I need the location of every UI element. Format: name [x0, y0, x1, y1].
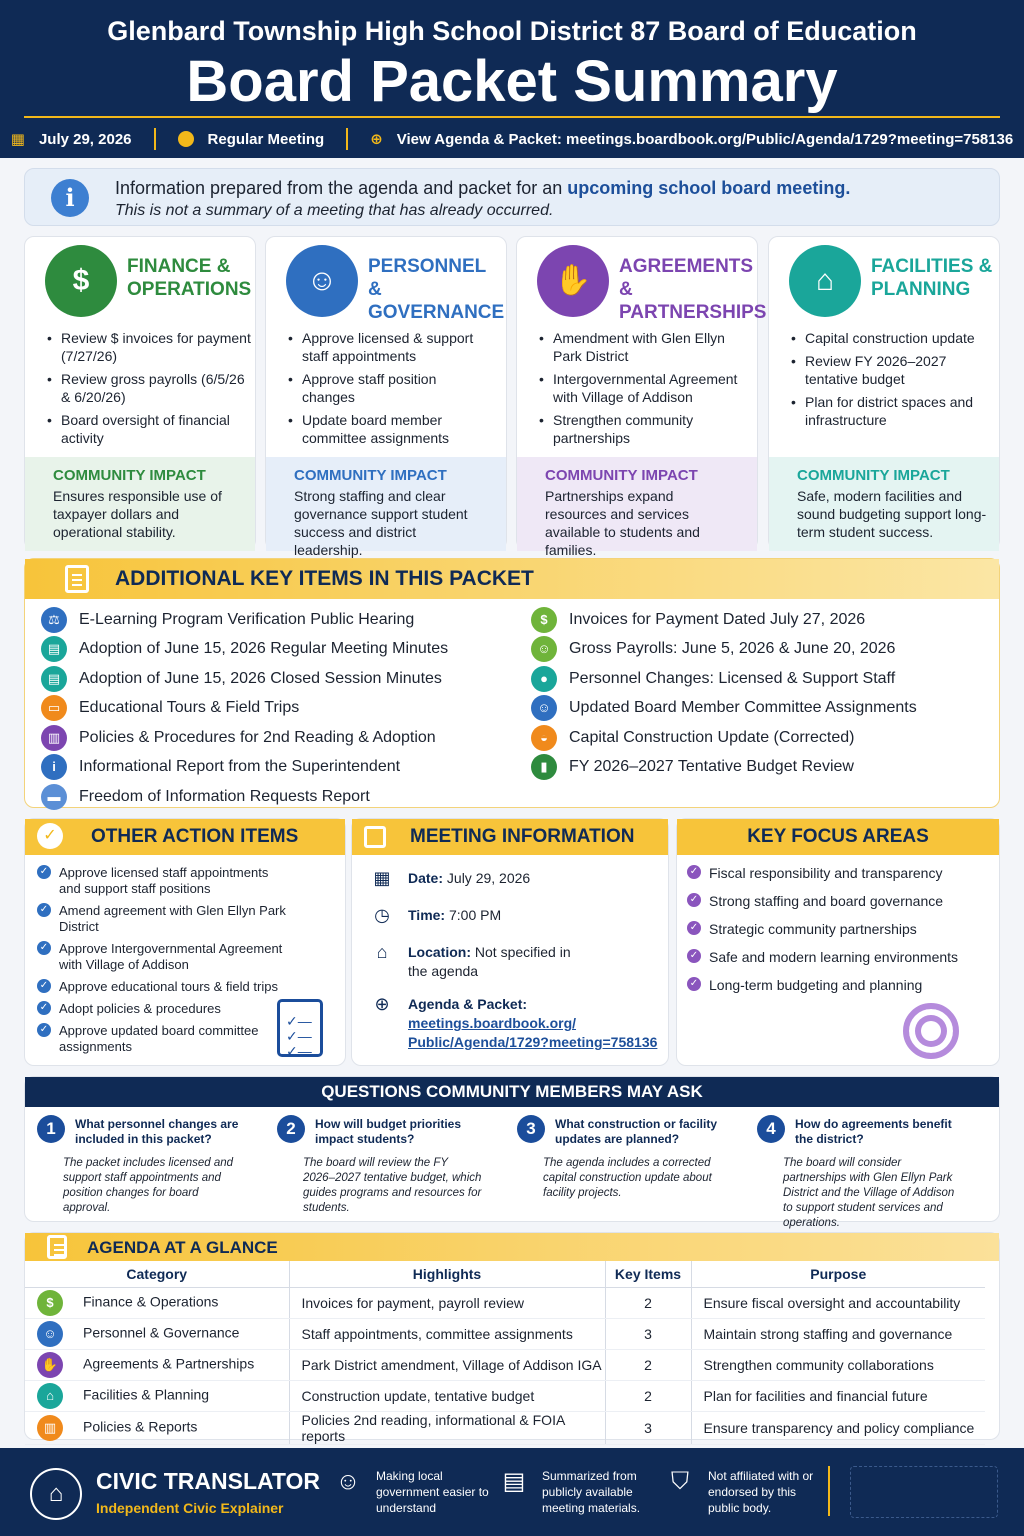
calendar-icon — [364, 826, 386, 848]
impact-text: Strong staffing and clear governance support student success and district leadership. — [294, 488, 468, 558]
answer-text: The board will consider partnerships with Glen Ellyn Park District and the Village of Addison to support student services and operations. — [783, 1157, 955, 1229]
answer-text: The packet includes licensed and support staff appointments and position changes for board approval. — [63, 1157, 234, 1214]
clipboard-icon — [65, 565, 89, 593]
agenda-purpose: Strengthen community collaborations — [691, 1349, 985, 1380]
agenda-highlights: Invoices for payment, payroll review — [289, 1287, 605, 1318]
impact-heading: COMMUNITY IMPACT — [797, 467, 950, 484]
key-item-label: Updated Board Member Committee Assignments — [569, 699, 917, 717]
document-icon: ▤ — [502, 1468, 526, 1495]
category-item: • Review $ invoices for payment (7/27/26) — [45, 329, 251, 365]
meta-separator — [346, 128, 348, 150]
agenda-purpose: Plan for facilities and financial future — [691, 1380, 985, 1411]
agenda-table-body — [25, 1287, 985, 1444]
category-item-list — [286, 329, 492, 452]
book-icon: ▥ — [37, 1415, 63, 1441]
category-item: • Capital construction update — [789, 329, 995, 347]
other-action-items-panel — [24, 818, 346, 1066]
key-item-label: Informational Report from the Superintendent — [79, 758, 401, 776]
impact-text: Partnerships expand resources and services available to students and families. — [545, 488, 700, 558]
key-item-label: FY 2026–2027 Tentative Budget Review — [569, 758, 854, 776]
category-title: FINANCE & OPERATIONS — [127, 256, 252, 300]
date-label: Date: — [408, 870, 444, 886]
people-icon: ☺ — [335, 1468, 361, 1495]
key-item — [531, 694, 991, 724]
agenda-highlights: Policies 2nd reading, informational & FOIA reports — [289, 1411, 605, 1444]
footer-brand: CIVIC TRANSLATOR — [96, 1468, 321, 1494]
target-icon — [903, 1003, 959, 1059]
key-item — [41, 605, 501, 635]
key-item — [41, 753, 501, 783]
agenda-row — [25, 1380, 985, 1411]
packet-link[interactable]: meetings.boardbook.org/ Public/Agenda/1729?meeting=758136 — [408, 1015, 658, 1050]
district-name: Glenbard Township High School District 87 Board of Education — [107, 16, 917, 46]
agenda-row — [25, 1411, 985, 1444]
meeting-meta-bar — [0, 128, 1024, 150]
category-card — [768, 236, 1000, 550]
agenda-key-items: 2 — [605, 1349, 691, 1380]
people-icon: ☺ — [531, 636, 557, 662]
footer — [0, 1448, 1024, 1536]
school-building-icon: ⌂ — [789, 245, 861, 317]
category-item: • Approve staff position changes — [286, 370, 492, 406]
key-item — [41, 694, 501, 724]
key-item-label: E-Learning Program Verification Public Hearing — [79, 610, 415, 628]
clock-icon: ◷ — [374, 905, 390, 925]
category-card — [24, 236, 256, 550]
location-label: Location: — [408, 944, 471, 960]
question-number: 4 — [757, 1115, 785, 1143]
document-icon: ▤ — [41, 636, 67, 662]
footer-col-2-text: Summarized from publicly available meeting materials. — [542, 1469, 641, 1515]
action-item: ✓ Approve Intergovernmental Agreement with Village of Addison — [37, 941, 287, 973]
category-title: AGREEMENTS & PARTNERSHIPS — [619, 256, 767, 323]
handshake-icon: ✋ — [537, 245, 609, 317]
agenda-link[interactable]: View Agenda & Packet: meetings.boardbook.org/Public/Agenda/1729?meeting=758136 — [396, 130, 1014, 148]
key-item-label: Gross Payrolls: June 5, 2026 & June 20, 2026 — [569, 640, 896, 658]
focus-areas-panel — [676, 818, 1000, 1066]
dollar-icon: $ — [37, 1290, 63, 1316]
bus-icon: ▭ — [41, 695, 67, 721]
community-impact — [769, 457, 999, 551]
focus-item: ✓ Safe and modern learning environments — [687, 949, 987, 965]
impact-heading: COMMUNITY IMPACT — [545, 467, 698, 484]
agenda-highlights: Staff appointments, committee assignments — [289, 1318, 605, 1349]
agenda-column-header: Highlights — [289, 1261, 605, 1287]
action-items-list — [37, 865, 287, 1061]
agenda-key-items: 2 — [605, 1287, 691, 1318]
key-item-label: Freedom of Information Requests Report — [79, 787, 370, 805]
agenda-category: Personnel & Governance — [83, 1324, 240, 1341]
category-item: • Review gross payrolls (6/5/26 & 6/20/26) — [45, 370, 251, 406]
globe-icon: ⊕ — [370, 131, 383, 148]
impact-heading: COMMUNITY IMPACT — [53, 467, 206, 484]
agenda-category-cell — [25, 1411, 289, 1444]
question-number: 3 — [517, 1115, 545, 1143]
notice-line-2: This is not a summary of a meeting that has already occurred. — [115, 202, 554, 219]
key-item — [531, 605, 991, 635]
agenda-row — [25, 1318, 985, 1349]
action-item: ✓ Approve updated board committee assignments — [37, 1023, 287, 1055]
focus-item: ✓ Strategic community partnerships — [687, 921, 987, 937]
community-impact — [266, 457, 506, 558]
header — [0, 0, 1024, 158]
info-icon: i — [51, 179, 89, 217]
category-item: • Intergovernmental Agreement with Village of Addison — [537, 370, 743, 406]
action-item: ✓ Approve licensed staff appointments and support staff positions — [37, 865, 287, 897]
question-text: What personnel changes are included in this packet? — [75, 1117, 239, 1146]
meeting-type: Regular Meeting — [207, 130, 325, 148]
agenda-purpose: Maintain strong staffing and governance — [691, 1318, 985, 1349]
questions-title: QUESTIONS COMMUNITY MEMBERS MAY ASK — [25, 1077, 999, 1107]
key-item-label: Adoption of June 15, 2026 Closed Session Minutes — [79, 669, 442, 687]
check-badge-icon: ✓ — [37, 823, 63, 849]
category-item-list — [537, 329, 743, 452]
footer-col-1-text: Making local government easier to understand — [376, 1469, 489, 1515]
focus-areas-header: KEY FOCUS AREAS — [677, 819, 999, 855]
question-number: 1 — [37, 1115, 65, 1143]
agenda-key-items: 2 — [605, 1380, 691, 1411]
category-item: • Update board member committee assignments — [286, 411, 492, 447]
agenda-category-cell — [25, 1380, 289, 1411]
key-item — [41, 635, 501, 665]
book-icon: ▥ — [41, 725, 67, 751]
scales-icon: ⚖ — [41, 607, 67, 633]
category-card — [516, 236, 767, 558]
community-impact — [25, 457, 255, 551]
focus-areas-list — [687, 865, 987, 1005]
question-text: How will budget priorities impact students? — [315, 1117, 462, 1146]
category-item: • Approve licensed & support staff appointments — [286, 329, 492, 365]
dollar-icon: $ — [531, 607, 557, 633]
key-items-header — [25, 559, 999, 599]
people-icon: ☺ — [37, 1321, 63, 1347]
focus-item: ✓ Strong staffing and board governance — [687, 893, 987, 909]
key-item — [41, 782, 501, 812]
category-item: • Plan for district spaces and infrastructure — [789, 393, 995, 429]
bar-chart-icon: ▮ — [531, 754, 557, 780]
date-value: July 29, 2026 — [446, 870, 531, 886]
key-item — [41, 723, 501, 753]
key-item — [531, 723, 991, 753]
notice-banner — [24, 168, 1000, 226]
question-text: What construction or facility updates are planned? — [555, 1117, 718, 1146]
footer-divider — [828, 1466, 830, 1516]
key-item-label: Capital Construction Update (Corrected) — [569, 728, 855, 746]
building-icon: ⌂ — [376, 942, 388, 962]
agenda-row — [25, 1287, 985, 1318]
key-items-title: ADDITIONAL KEY ITEMS IN THIS PACKET — [115, 567, 534, 590]
calendar-icon: ▦ — [373, 868, 391, 888]
page-title: Board Packet Summary — [186, 49, 838, 114]
footer-placeholder-box — [850, 1466, 998, 1518]
notice-text: Information prepared from the agenda and packet for an — [115, 178, 568, 198]
handshake-icon: ✋ — [37, 1352, 63, 1378]
agenda-category: Policies & Reports — [83, 1418, 198, 1435]
action-item: ✓ Amend agreement with Glen Ellyn Park District — [37, 903, 287, 935]
agenda-key-items: 3 — [605, 1411, 691, 1444]
info-icon: i — [41, 754, 67, 780]
globe-icon: ⊕ — [374, 994, 390, 1014]
action-item: ✓ Approve educational tours & field trips — [37, 979, 287, 995]
answer-text: The board will review the FY 2026–2027 tentative budget, which guides programs and resources for students. — [303, 1157, 482, 1214]
key-item-label: Policies & Procedures for 2nd Reading & Adoption — [79, 728, 436, 746]
agenda-title: AGENDA AT A GLANCE — [87, 1238, 278, 1257]
questions-panel — [24, 1076, 1000, 1229]
category-card — [265, 236, 507, 558]
agenda-category-cell — [25, 1349, 289, 1380]
agenda-category: Finance & Operations — [83, 1293, 219, 1310]
key-item-label: Invoices for Payment Dated July 27, 2026 — [569, 610, 866, 628]
notice-highlight: upcoming school board meeting. — [567, 178, 851, 198]
other-action-items-title: OTHER ACTION ITEMS — [91, 826, 299, 847]
notice-line-1 — [115, 178, 850, 199]
key-items-right — [531, 605, 991, 782]
key-item — [531, 635, 991, 665]
category-title: PERSONNEL & GOVERNANCE — [368, 256, 505, 323]
agenda-panel — [24, 1232, 1000, 1444]
key-items-panel — [24, 558, 1000, 808]
key-item — [531, 664, 991, 694]
footer-tagline: Independent Civic Explainer — [96, 1500, 284, 1516]
agenda-highlights: Park District amendment, Village of Addison IGA — [289, 1349, 605, 1380]
community-impact — [517, 457, 757, 558]
people-icon: ☺ — [286, 245, 358, 317]
category-item: • Strengthen community partnerships — [537, 411, 743, 447]
time-value: 7:00 PM — [448, 907, 502, 923]
clipboard-icon — [47, 1235, 67, 1259]
meeting-date: July 29, 2026 — [38, 130, 132, 148]
category-item: • Review FY 2026–2027 tentative budget — [789, 352, 995, 388]
impact-heading: COMMUNITY IMPACT — [294, 467, 447, 484]
hardhat-icon: ◒ — [531, 725, 557, 751]
question-number: 2 — [277, 1115, 305, 1143]
key-items-left — [41, 605, 501, 812]
agenda-category: Agreements & Partnerships — [83, 1355, 255, 1372]
focus-item: ✓ Fiscal responsibility and transparency — [687, 865, 987, 881]
person-icon: ● — [531, 666, 557, 692]
focus-item: ✓ Long-term budgeting and planning — [687, 977, 987, 993]
key-item — [531, 753, 991, 783]
category-title: FACILITIES & PLANNING — [871, 256, 993, 300]
agenda-purpose: Ensure fiscal oversight and accountability — [691, 1287, 985, 1318]
impact-text: Safe, modern facilities and sound budgeting support long-term student success. — [797, 488, 987, 540]
capitol-logo-icon: ⌂ — [30, 1468, 82, 1520]
packet-label: Agenda & Packet: — [408, 996, 528, 1012]
document-icon: ▤ — [41, 666, 67, 692]
agenda-category-cell — [25, 1287, 289, 1318]
impact-text: Ensures responsible use of taxpayer dollars and operational stability. — [53, 488, 222, 540]
agenda-highlights: Construction update, tentative budget — [289, 1380, 605, 1411]
agenda-table — [25, 1261, 985, 1445]
category-item-list — [45, 329, 251, 452]
meeting-info-panel — [351, 818, 669, 1066]
meeting-info-title: MEETING INFORMATION — [410, 826, 635, 847]
header-divider — [24, 116, 1000, 118]
category-item: • Board oversight of financial activity — [45, 411, 251, 447]
school-building-icon: ⌂ — [37, 1383, 63, 1409]
category-item: • Amendment with Glen Ellyn Park District — [537, 329, 743, 365]
key-item-label: Adoption of June 15, 2026 Regular Meeting Minutes — [79, 640, 449, 658]
agenda-column-header: Purpose — [691, 1261, 985, 1287]
meeting-type-icon — [178, 131, 194, 147]
shield-check-icon: ⛉ — [671, 1468, 689, 1495]
agenda-column-header: Key Items — [605, 1261, 691, 1287]
key-item — [41, 664, 501, 694]
agenda-table-header — [25, 1261, 985, 1287]
agenda-column-header: Category — [25, 1261, 289, 1287]
agenda-category-cell — [25, 1318, 289, 1349]
other-action-items-header — [25, 819, 345, 855]
key-item-label: Personnel Changes: Licensed & Support Staff — [569, 669, 896, 687]
meta-separator — [154, 128, 156, 150]
time-label: Time: — [408, 907, 446, 923]
category-item-list — [789, 329, 995, 434]
agenda-header — [25, 1233, 999, 1261]
action-item: ✓ Adopt policies & procedures — [37, 1001, 287, 1017]
agenda-key-items: 3 — [605, 1318, 691, 1349]
question-text: How do agreements benefit the district? — [795, 1117, 952, 1146]
calendar-icon: ▦ — [10, 131, 25, 148]
agenda-category: Facilities & Planning — [83, 1386, 210, 1403]
finance-icon: $ — [45, 245, 117, 317]
agenda-purpose: Ensure transparency and policy compliance — [691, 1411, 985, 1444]
key-item-label: Educational Tours & Field Trips — [79, 699, 300, 717]
location-value: Not specified in the agenda — [408, 944, 571, 979]
folder-icon: ▬ — [41, 784, 67, 810]
meeting-info-header — [352, 819, 668, 855]
footer-col-3-text: Not affiliated with or endorsed by this public body. — [708, 1469, 814, 1515]
people-icon: ☺ — [531, 695, 557, 721]
clipboard-checklist-icon: ✓— ✓— ✓— — [277, 999, 323, 1057]
answer-text: The agenda includes a corrected capital construction update about facility projects. — [543, 1157, 712, 1199]
agenda-row — [25, 1349, 985, 1380]
